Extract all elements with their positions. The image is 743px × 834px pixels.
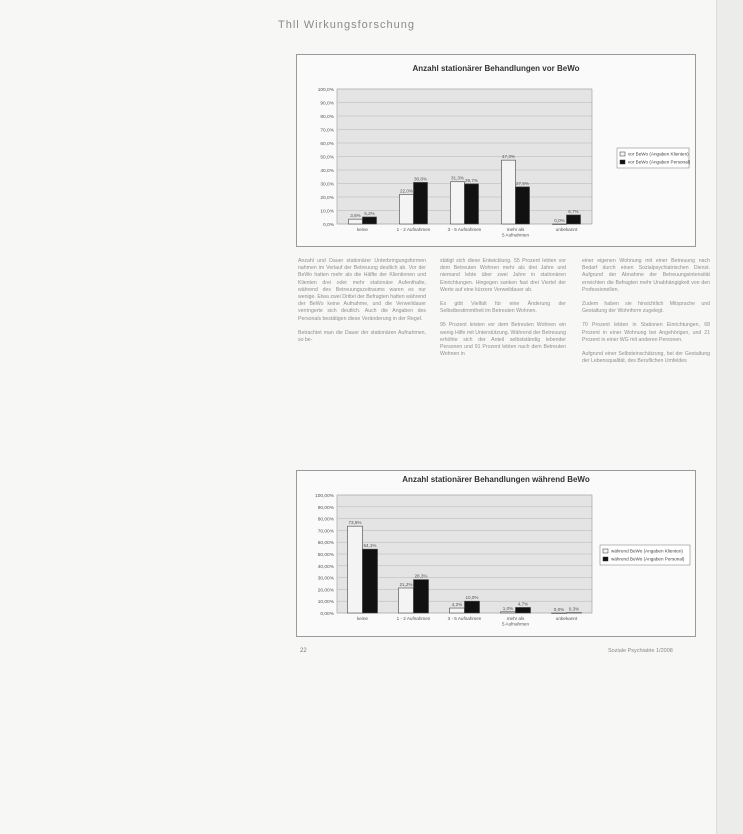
data-label: 0,0% xyxy=(554,218,565,223)
data-label: 4,7% xyxy=(517,601,529,607)
y-tick-label: 80,0% xyxy=(320,115,334,120)
y-tick-label: 0,00% xyxy=(320,612,334,617)
paragraph: Es gibt Vielfalt für eine Änderung der Selbstbestimmtheit im Betreuten Wohnen. xyxy=(440,301,566,315)
bar xyxy=(414,182,428,224)
legend-swatch xyxy=(603,549,608,553)
y-tick-label: 40,00% xyxy=(317,564,334,570)
bar xyxy=(451,182,465,224)
chart-before-bewo xyxy=(296,54,696,247)
legend-swatch xyxy=(620,160,625,164)
y-tick-label: 40,0% xyxy=(320,169,334,174)
data-label: 3,6% xyxy=(350,213,361,219)
page-number: 22 xyxy=(300,648,307,654)
paragraph: Betrachtet man die Dauer der stationären Aufnahmen, so be- xyxy=(298,329,426,344)
y-tick-label: 90,00% xyxy=(317,505,334,511)
x-tick-label: 5 Aufnahmen xyxy=(501,232,530,238)
bar xyxy=(400,194,414,224)
text-column-3 xyxy=(582,258,710,372)
data-label: 6,7% xyxy=(568,208,579,214)
paragraph: 95 Prozent leisten vor dem Betreuten Wohnen ein wenig Hilfe mit Unterstützung. Während der Betreuung erhöhte sich der Anteil selbstständig lebender Personen und 91 Prozent lebten nach dem Betreuten Wohnen in xyxy=(440,322,566,358)
data-label: 29,7% xyxy=(464,177,479,183)
x-tick-label: mehr als xyxy=(506,227,525,232)
x-tick-label: keine xyxy=(357,616,368,621)
legend-label: während BeWo (Angaben Klienten) xyxy=(611,548,683,554)
text-column-2 xyxy=(440,258,566,365)
x-tick-label: 5 Aufnahmen xyxy=(501,621,530,627)
journal-name: Soziale Psychiatrie 1/2008 xyxy=(608,648,673,654)
bar xyxy=(414,580,429,613)
bar xyxy=(349,219,363,224)
y-tick-label: 90,0% xyxy=(320,101,334,107)
x-tick-label: 3 - 5 Aufnahmen xyxy=(447,616,482,621)
paragraph: Anzahl und Dauer stationärer Unterbringungsformen nahmen im Verlauf der Betreuung deutlich ab. Vor der BeWo hatten mehr als die Hälfte der Klientinnen und Klienten drei oder mehr stationäre Aufenthalte, während des Betreuungszeitraums waren es nur wenige. Etwa zwei Drittel der Befragten hatten während der BeWo keine Aufnahme, und die Verweildauer verringerte sich deutlich. Auch die Angaben des Personals bestätigen diese Veränderung in der Regel. xyxy=(298,258,426,322)
y-tick-label: 30,0% xyxy=(320,182,334,188)
y-tick-label: 100,0% xyxy=(317,88,334,93)
y-tick-label: 0,0% xyxy=(323,223,334,228)
data-label: 21,2% xyxy=(399,581,413,587)
data-label: 28,3% xyxy=(414,573,428,579)
page-title: Thll Wirkungsforschung xyxy=(278,19,415,31)
legend-label: während BeWo (Angaben Personal) xyxy=(611,556,685,562)
data-label: 1,0% xyxy=(502,605,514,611)
x-tick-label: keine xyxy=(357,227,368,232)
page-edge xyxy=(716,0,743,834)
data-label: 10,0% xyxy=(465,595,479,601)
data-label: 0,3% xyxy=(568,606,580,612)
data-label: 54,1% xyxy=(363,543,377,549)
x-tick-label: 3 - 5 Aufnahmen xyxy=(447,227,482,232)
legend-label: vor BeWo (Angaben Personal) xyxy=(628,159,691,165)
legend-label: vor BeWo (Angaben Klienten) xyxy=(628,151,689,157)
data-label: 27,5% xyxy=(515,180,530,186)
chart-during-bewo xyxy=(296,470,696,637)
bar xyxy=(450,608,465,613)
y-tick-label: 60,0% xyxy=(320,142,334,147)
bar xyxy=(501,612,516,613)
y-tick-label: 20,0% xyxy=(320,196,334,201)
x-tick-label: 1 - 2 Aufnahmen xyxy=(396,616,431,621)
text-column-1 xyxy=(298,258,426,351)
data-label: 47,3% xyxy=(501,154,516,160)
y-tick-label: 50,0% xyxy=(320,155,334,161)
y-tick-label: 30,00% xyxy=(317,576,334,582)
legend xyxy=(617,148,691,168)
x-tick-label: mehr als xyxy=(506,616,525,621)
data-label: 0,0% xyxy=(553,607,565,612)
legend xyxy=(600,545,690,565)
paragraph: stätigt sich diese Entwicklung. 55 Prozent lebten vor dem Betreuten Wohnen mehr als drei Jahre und niemand lebte über zwei Jahre in stationären Einrichtungen. Hingegen sanken fast drei Viertel der Werte auf eine kürzere Verweildauer ab. xyxy=(440,258,566,293)
data-label: 5,2% xyxy=(364,210,375,216)
bar xyxy=(567,215,581,224)
legend-swatch xyxy=(603,557,608,561)
bar xyxy=(348,526,363,613)
y-tick-label: 100,00% xyxy=(315,494,334,499)
data-label: 22,0% xyxy=(399,188,414,194)
paragraph: Aufgrund einer Selbsteinschätzung, bei der Gestaltung der Lebensqualität, des Beruflichen Umfeldes xyxy=(582,351,710,365)
y-tick-label: 50,00% xyxy=(317,553,334,558)
bar xyxy=(363,217,377,224)
bar xyxy=(502,160,516,224)
chart-before-bewo-svg xyxy=(297,55,695,246)
data-label: 30,8% xyxy=(413,176,428,182)
bar xyxy=(399,588,414,613)
bar xyxy=(363,549,378,613)
bar xyxy=(465,184,479,224)
chart-during-bewo-svg xyxy=(297,471,695,636)
y-tick-label: 20,00% xyxy=(317,588,334,594)
y-tick-label: 80,00% xyxy=(317,517,334,523)
x-tick-label: 1 - 2 Aufnahmen xyxy=(396,227,431,232)
bar xyxy=(516,607,531,613)
paragraph: 70 Prozent lebten in Stationen Einrichtungen, 68 Prozent in einer Wohnung bei Angehörigen, und 21 Prozent in einer WG mit anderen Personen. xyxy=(582,322,710,343)
legend-swatch xyxy=(620,152,625,156)
data-label: 31,3% xyxy=(450,175,465,181)
data-label: 4,2% xyxy=(451,602,463,608)
y-tick-label: 10,00% xyxy=(317,600,334,606)
paragraph: Zudem haben sie hinsichtlich Mitsprache und Gestaltung der Wohnform zugelegt. xyxy=(582,301,710,315)
x-tick-label: unbekannt xyxy=(555,227,578,232)
chart-title: Anzahl stationärer Behandlungen vor BeWo xyxy=(412,64,580,73)
y-tick-label: 60,00% xyxy=(317,541,334,547)
chart-title: Anzahl stationärer Behandlungen während BeWo xyxy=(402,475,590,484)
x-tick-label: unbekannt xyxy=(555,616,578,621)
paragraph: einer eigenen Wohnung mit einer Betreuung nach Bedarf durch einen Sozialpsychiatrischen Dienst. Aufgrund der Abnahme der Betreuungsintensität erreichten die Befragten mehr Unabhängigkeit von den Professionellen. xyxy=(582,258,710,293)
y-tick-label: 70,0% xyxy=(320,128,334,134)
y-tick-label: 70,00% xyxy=(317,529,334,535)
bar xyxy=(516,187,530,224)
y-tick-label: 10,0% xyxy=(320,209,334,215)
data-label: 73,6% xyxy=(348,520,362,526)
bar xyxy=(465,601,480,613)
